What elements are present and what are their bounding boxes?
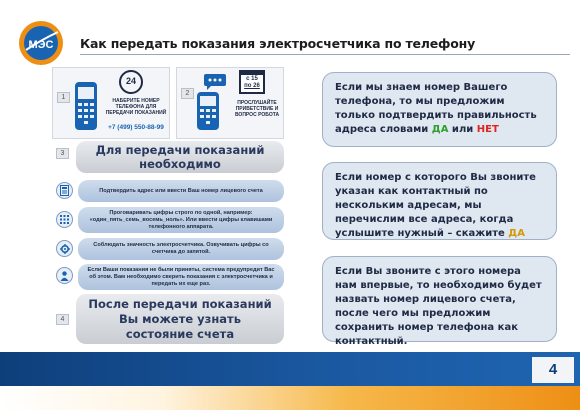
- step4-heading: После передачи показаний Вы можете узнать состояние счета: [76, 294, 284, 344]
- footer-blue-band: [0, 352, 580, 386]
- calendar-icon: [239, 70, 265, 94]
- callout1-text: Если мы знаем номер Вашего телефона, то мы предложим только подтвердить правильность адреса словами: [335, 82, 537, 135]
- keypad-icon: [56, 211, 73, 228]
- step2-caption: ПРОСЛУШАЙТЕ ПРИВЕТСТВИЕ И ВОПРОС РОБОТА: [234, 100, 280, 118]
- person-icon: [56, 267, 73, 284]
- callout2-yes: ДА: [508, 228, 525, 239]
- step1-phone-number: +7 (499) 550-88-99: [108, 124, 164, 131]
- meter-icon: [56, 182, 73, 199]
- step2-number: 2: [181, 88, 194, 99]
- mes-logo: [18, 20, 64, 66]
- callout-known-number: [322, 72, 557, 147]
- phone-with-speech-icon: [195, 72, 229, 132]
- calendar-line2: по 26: [244, 83, 260, 89]
- action-resubmit-readings: Если Ваши показания не были приняты, система предупредит Вас об этом. Вам необходимо сверить показания с электросчетчика и передать их еще раз.: [78, 264, 284, 290]
- callout2-text: Если номер с которого Вы звоните указан как контактный по нескольким адресам, мы перечислим все адреса, когда услышите нужный – скажите: [335, 172, 536, 239]
- logo-text: МЭС: [28, 39, 54, 51]
- page-number: 4: [532, 357, 574, 383]
- callout1-no: НЕТ: [476, 124, 499, 135]
- action-speak-digits: Проговаривать цифры строго по одной, например: «один_пять_семь_восемь_ноль». Или ввести цифры клавишами телефонного аппарата.: [78, 207, 284, 233]
- callout3-text: Если Вы звоните с этого номера нам впервые, то необходимо будет назвать номер лицевого счета, после чего мы предложим сохранить номер телефона как контактный.: [335, 266, 542, 347]
- action-meter-digits: Соблюдать значность электросчетчика. Озвучивать цифры со счетчика до запятой.: [78, 238, 284, 260]
- page-title: Как передать показания электросчетчика по телефону: [80, 36, 476, 51]
- gear-icon: [56, 240, 73, 257]
- callout-first-call: [322, 256, 557, 347]
- step1-box: [52, 67, 170, 139]
- footer-orange-band: [0, 386, 580, 410]
- callout1-or: или: [448, 124, 477, 135]
- step1-number: 1: [57, 92, 70, 103]
- callout1-yes: ДА: [431, 124, 449, 135]
- step2-box: [176, 67, 284, 139]
- calendar-line1: с 15: [246, 76, 258, 82]
- step3-number: 3: [56, 148, 69, 159]
- action-confirm-address: Подтвердить адрес или ввести Ваш номер лицевого счета: [78, 180, 284, 202]
- step1-caption: НАБЕРИТЕ НОМЕР ТЕЛЕФОНА ДЛЯ ПЕРЕДАЧИ ПОКАЗАНИЙ: [105, 98, 167, 116]
- step4-number: 4: [56, 314, 69, 325]
- 24h-badge-icon: [119, 70, 143, 94]
- title-divider: [80, 54, 570, 55]
- callout-multiple-addresses: [322, 162, 557, 240]
- step3-heading: Для передачи показаний необходимо: [76, 141, 284, 173]
- mobile-phone-icon: [73, 80, 99, 132]
- 24h-badge-text: 24: [125, 76, 136, 86]
